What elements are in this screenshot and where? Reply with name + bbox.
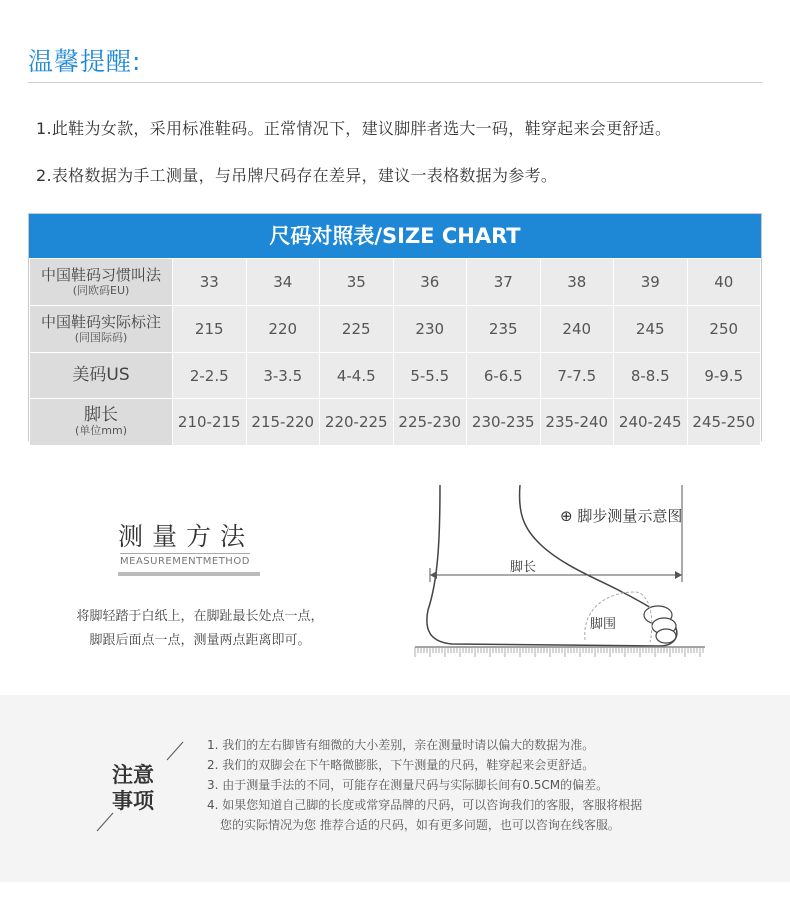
method-subtitle: MEASUREMENTMETHOD [120,553,250,567]
table-cell: 37 [467,259,541,306]
method-underline [118,572,260,576]
row-label-sub: (单位mm) [74,424,127,437]
size-chart-title: 尺码对照表/SIZE CHART [29,214,761,258]
table-cell: 34 [246,259,320,306]
notes-title-line: 事项 [112,789,154,813]
row-label-sub: (同国际码) [74,331,128,344]
row-label [30,399,173,446]
table-row [30,306,761,353]
size-chart-table [29,258,761,446]
table-cell: 240-245 [614,399,688,446]
table-cell: 235 [467,306,541,353]
target-icon: ⊕ [560,507,573,525]
method-text-line: 脚跟后面点一点，测量两点距离即可。 [89,633,311,648]
table-cell: 5-5.5 [393,353,467,399]
notes-list [207,735,642,835]
table-cell: 3-3.5 [246,353,320,399]
row-label-main: 中国鞋码实际标注 [40,313,161,331]
table-cell: 36 [393,259,467,306]
table-cell: 220-225 [320,399,394,446]
method-title: 测量方法 [118,522,255,551]
table-cell: 40 [687,259,761,306]
table-cell: 245 [614,306,688,353]
table-cell: 240 [540,306,614,353]
row-label [30,306,173,353]
table-cell: 39 [614,259,688,306]
table-cell: 38 [540,259,614,306]
girth-label: 脚围 [590,617,617,632]
list-item: 4. 如果您知道自己脚的长度或常穿品牌的尺码，可以咨询我们的客服，客服将根据 [207,798,643,812]
table-cell: 250 [687,306,761,353]
table-cell: 7-7.5 [540,353,614,399]
diagram-caption [560,505,682,526]
row-label [30,353,173,399]
table-cell: 215 [173,306,247,353]
table-cell: 235-240 [540,399,614,446]
row-label-main: 美码US [72,365,130,385]
table-cell: 2-2.5 [173,353,247,399]
row-label [30,259,173,306]
table-cell: 9-9.5 [687,353,761,399]
diagram-caption-text: 脚步测量示意图 [577,507,683,525]
row-label-main: 中国鞋码习惯叫法 [40,266,161,284]
table-row [30,399,761,446]
table-cell: 4-4.5 [320,353,394,399]
notes-title [112,762,154,814]
table-cell: 220 [246,306,320,353]
length-label: 脚长 [510,560,537,575]
title-divider [28,82,762,83]
table-cell: 6-6.5 [467,353,541,399]
list-item: 3. 由于测量手法的不同，可能存在测量尺码与实际脚长间有0.5CM的偏差。 [207,778,609,792]
table-cell: 230-235 [467,399,541,446]
table-cell: 245-250 [687,399,761,446]
table-row [30,259,761,306]
table-cell: 225-230 [393,399,467,446]
table-cell: 225 [320,306,394,353]
method-description [60,605,340,653]
row-label-sub: (同欧码EU) [72,284,130,297]
row-label-main: 脚长 [84,405,118,425]
tip-2: 2.表格数据为手工测量，与吊牌尺码存在差异，建议一表格数据为参考。 [36,166,558,185]
list-item: 1. 我们的左右脚皆有细微的大小差别，亲在测量时请以偏大的数据为准。 [207,738,595,752]
tip-1: 1.此鞋为女款，采用标准鞋码。正常情况下，建议脚胖者选大一码，鞋穿起来会更舒适。 [36,119,672,138]
list-item: 您的实际情况为您 推荐合适的尺码，如有更多问题，也可以咨询在线客服。 [220,818,620,832]
table-cell: 8-8.5 [614,353,688,399]
ruler-ticks [415,647,703,657]
table-cell: 210-215 [173,399,247,446]
table-row [30,353,761,399]
reminder-title: 温馨提醒: [28,47,142,76]
table-cell: 230 [393,306,467,353]
table-cell: 33 [173,259,247,306]
toe-3 [656,629,676,643]
arrow-head-right [675,571,682,579]
arrow-head-left [430,571,437,579]
size-chart [28,213,762,441]
notes-title-line: 注意 [112,763,154,787]
list-item: 2. 我们的双脚会在下午略微膨胀，下午测量的尺码，鞋穿起来会更舒适。 [207,758,595,772]
table-cell: 35 [320,259,394,306]
method-text-line: 将脚轻踏于白纸上，在脚趾最长处点一点， [76,609,324,624]
table-cell: 215-220 [246,399,320,446]
